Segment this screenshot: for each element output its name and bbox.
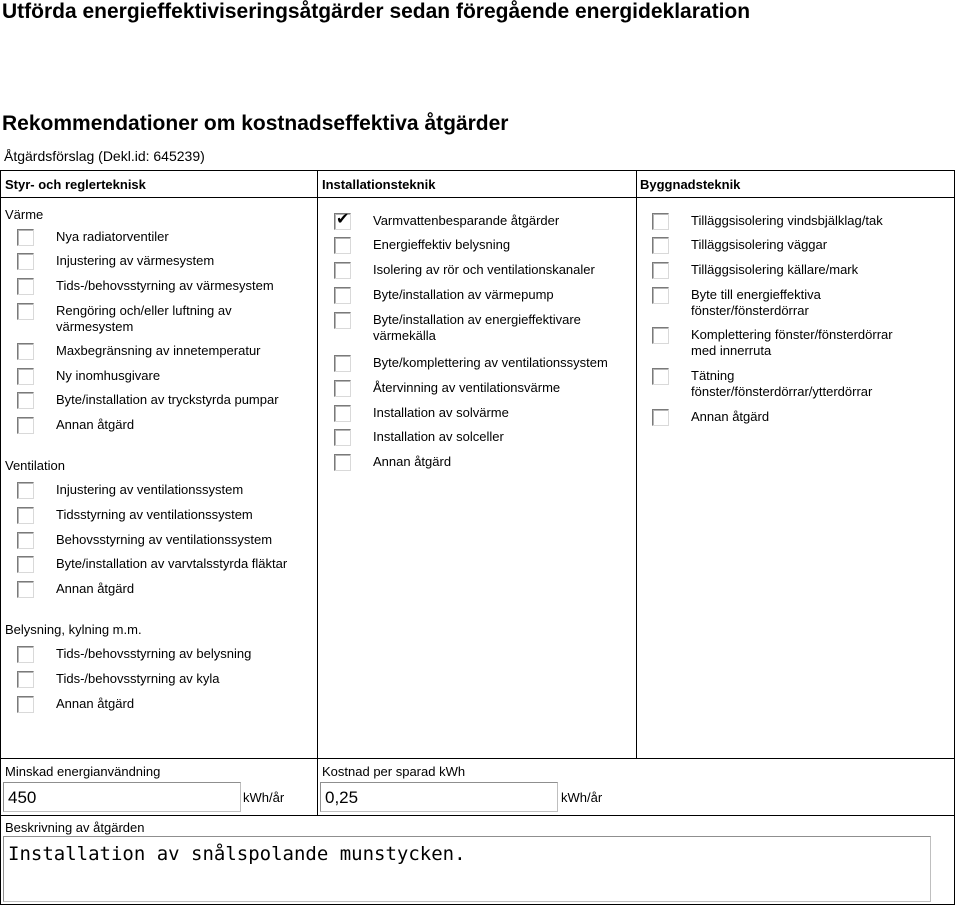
checklist-item bbox=[652, 409, 769, 426]
checklist-item-label: Återvinning av ventilationsvärme bbox=[373, 380, 561, 395]
checklist-item bbox=[652, 368, 872, 400]
checklist-item bbox=[17, 696, 134, 713]
checkbox[interactable] bbox=[17, 343, 34, 360]
checklist-item-label: Byte/installation av energieffektivare värmekälla bbox=[373, 312, 581, 343]
checkbox[interactable] bbox=[17, 646, 34, 663]
checkbox[interactable] bbox=[334, 287, 351, 304]
checklist-item-label: Behovsstyrning av ventilationssystem bbox=[56, 532, 273, 547]
checkbox[interactable] bbox=[652, 262, 669, 279]
checklist-item bbox=[334, 312, 581, 344]
column-divider bbox=[636, 170, 637, 758]
checkbox[interactable] bbox=[334, 237, 351, 254]
checklist-item-label: Byte/installation av värmepump bbox=[373, 287, 554, 302]
checklist-item-label: Annan åtgärd bbox=[373, 454, 452, 469]
energy-reduction-label: Minskad energianvändning bbox=[5, 764, 161, 779]
column-divider bbox=[317, 170, 318, 758]
recommendations-title: Rekommendationer om kostnadseffektiva åtgärder bbox=[2, 112, 509, 135]
checklist-item bbox=[17, 303, 232, 335]
checklist-item bbox=[334, 287, 554, 304]
checklist-item bbox=[334, 429, 504, 446]
checklist-item-label: Rengöring och/eller luftning av värmesystem bbox=[56, 303, 232, 334]
checklist-item-label: Isolering av rör och ventilationskanaler bbox=[373, 262, 595, 277]
checkbox[interactable] bbox=[652, 327, 669, 344]
checklist-item bbox=[652, 327, 893, 359]
cost-per-kwh-label: Kostnad per sparad kWh bbox=[322, 764, 466, 779]
bottom-column-divider bbox=[317, 758, 318, 815]
checkbox[interactable] bbox=[17, 556, 34, 573]
checkbox[interactable] bbox=[652, 237, 669, 254]
checkbox[interactable] bbox=[17, 229, 34, 246]
checklist-item-label: Byte till energieffektiva fönster/fönsterdörrar bbox=[691, 287, 821, 318]
checklist-item bbox=[334, 380, 560, 397]
section-label-belysning: Belysning, kylning m.m. bbox=[5, 622, 142, 637]
section-label-ventilation: Ventilation bbox=[5, 458, 65, 473]
checkbox[interactable] bbox=[17, 392, 34, 409]
checklist-item bbox=[334, 209, 560, 230]
column-heading-bygg: Byggnadsteknik bbox=[640, 177, 741, 192]
checkbox[interactable] bbox=[17, 278, 34, 295]
checklist-item-label: Varmvattenbesparande åtgärder bbox=[373, 213, 560, 228]
checklist-item-label: Tids-/behovsstyrning av belysning bbox=[56, 646, 252, 661]
checkbox[interactable] bbox=[652, 368, 669, 385]
checklist-item-label: Tilläggsisolering väggar bbox=[691, 237, 828, 252]
checklist-item-label: Tilläggsisolering vindsbjälklag/tak bbox=[691, 213, 883, 228]
checkbox[interactable] bbox=[17, 482, 34, 499]
checkbox[interactable] bbox=[17, 696, 34, 713]
checklist-item-label: Ny inomhusgivare bbox=[56, 368, 161, 383]
checklist-item-label: Komplettering fönster/fönsterdörrar med innerruta bbox=[691, 327, 893, 358]
checkbox[interactable] bbox=[334, 405, 351, 422]
checkbox[interactable] bbox=[17, 532, 34, 549]
checkbox[interactable] bbox=[17, 581, 34, 598]
checklist-item bbox=[17, 507, 253, 524]
checklist-item bbox=[17, 417, 134, 434]
page-title: Utförda energieffektiviseringsåtgärder sedan föregående energideklaration bbox=[2, 0, 751, 23]
checkbox[interactable] bbox=[334, 262, 351, 279]
checkbox[interactable] bbox=[17, 253, 34, 270]
cost-unit: kWh/år bbox=[561, 790, 603, 805]
checkbox[interactable] bbox=[334, 312, 351, 329]
checklist-item-label: Tätning fönster/fönsterdörrar/ytterdörrar bbox=[691, 368, 873, 399]
checklist-item-label: Injustering av värmesystem bbox=[56, 253, 215, 268]
checklist-item bbox=[17, 556, 287, 573]
energy-unit: kWh/år bbox=[243, 790, 285, 805]
checklist-item-label: Tids-/behovsstyrning av värmesystem bbox=[56, 278, 274, 293]
checklist-item bbox=[17, 368, 160, 385]
description-label: Beskrivning av åtgärden bbox=[5, 820, 145, 835]
column-heading-styr: Styr- och reglerteknisk bbox=[5, 177, 146, 192]
description-field[interactable]: Installation av snålspolande munstycken. bbox=[3, 836, 931, 902]
checklist-item-label: Energieffektiv belysning bbox=[373, 237, 511, 252]
checklist-item bbox=[17, 646, 251, 663]
checkbox[interactable] bbox=[652, 213, 669, 230]
checklist-item bbox=[17, 253, 214, 270]
checklist-item bbox=[652, 262, 858, 279]
header-divider bbox=[0, 197, 955, 198]
checkbox[interactable] bbox=[334, 380, 351, 397]
checkbox[interactable] bbox=[17, 507, 34, 524]
checkbox[interactable] bbox=[334, 429, 351, 446]
checklist-item-label: Byte/installation av varvtalsstyrda fläktar bbox=[56, 556, 288, 571]
checklist-item bbox=[17, 532, 272, 549]
checklist-item-label: Injustering av ventilationssystem bbox=[56, 482, 244, 497]
cost-per-kwh-field[interactable]: 0,25 bbox=[320, 782, 558, 812]
checklist-item bbox=[17, 343, 261, 360]
checklist-item bbox=[652, 237, 827, 254]
checklist-item bbox=[334, 355, 608, 372]
checkbox[interactable] bbox=[652, 409, 669, 426]
checklist-item bbox=[17, 278, 274, 295]
checklist-item bbox=[334, 237, 510, 254]
checkbox[interactable] bbox=[334, 355, 351, 372]
checklist-item bbox=[652, 287, 821, 319]
checklist-item bbox=[334, 262, 595, 279]
checklist-item-label: Installation av solvärme bbox=[373, 405, 509, 420]
checkbox[interactable] bbox=[17, 671, 34, 688]
checklist-item bbox=[17, 229, 169, 246]
column-heading-installation: Installationsteknik bbox=[322, 177, 436, 192]
checklist-item-label: Byte/installation av tryckstyrda pumpar bbox=[56, 392, 279, 407]
checklist-item-label: Nya radiatorventiler bbox=[56, 229, 169, 244]
checklist-item bbox=[17, 392, 279, 409]
checklist-item bbox=[17, 581, 134, 598]
checklist-item-label: Tids-/behovsstyrning av kyla bbox=[56, 671, 220, 686]
checklist-item bbox=[17, 671, 220, 688]
bottom-divider bbox=[0, 758, 955, 759]
checklist-item-label: Maxbegränsning av innetemperatur bbox=[56, 343, 261, 358]
proposal-id-label: Åtgärdsförslag (Dekl.id: 645239) bbox=[4, 148, 205, 164]
checkbox[interactable] bbox=[652, 287, 669, 304]
checklist-item-label: Annan åtgärd bbox=[56, 581, 135, 596]
checklist-item-label: Installation av solceller bbox=[373, 429, 504, 444]
checklist-item bbox=[334, 454, 451, 471]
checkbox[interactable] bbox=[334, 454, 351, 471]
checklist-item-label: Annan åtgärd bbox=[56, 696, 135, 711]
checkbox[interactable] bbox=[17, 303, 34, 320]
checklist-item-label: Byte/komplettering av ventilationssystem bbox=[373, 355, 608, 370]
energy-reduction-field[interactable]: 450 bbox=[3, 782, 241, 812]
checked-checkbox[interactable] bbox=[334, 209, 351, 230]
section-label-varme: Värme bbox=[5, 207, 44, 222]
checklist-item bbox=[652, 213, 883, 230]
checklist-item-label: Annan åtgärd bbox=[56, 417, 135, 432]
checkbox[interactable] bbox=[17, 368, 34, 385]
checklist-item-label: Tidsstyrning av ventilationssystem bbox=[56, 507, 253, 522]
checkmark-icon: ✔ bbox=[336, 209, 350, 228]
description-divider bbox=[0, 815, 955, 816]
checklist-item bbox=[17, 482, 243, 499]
checkbox[interactable] bbox=[17, 417, 34, 434]
checklist-item bbox=[334, 405, 509, 422]
checklist-item-label: Tilläggsisolering källare/mark bbox=[691, 262, 859, 277]
checklist-item-label: Annan åtgärd bbox=[691, 409, 770, 424]
